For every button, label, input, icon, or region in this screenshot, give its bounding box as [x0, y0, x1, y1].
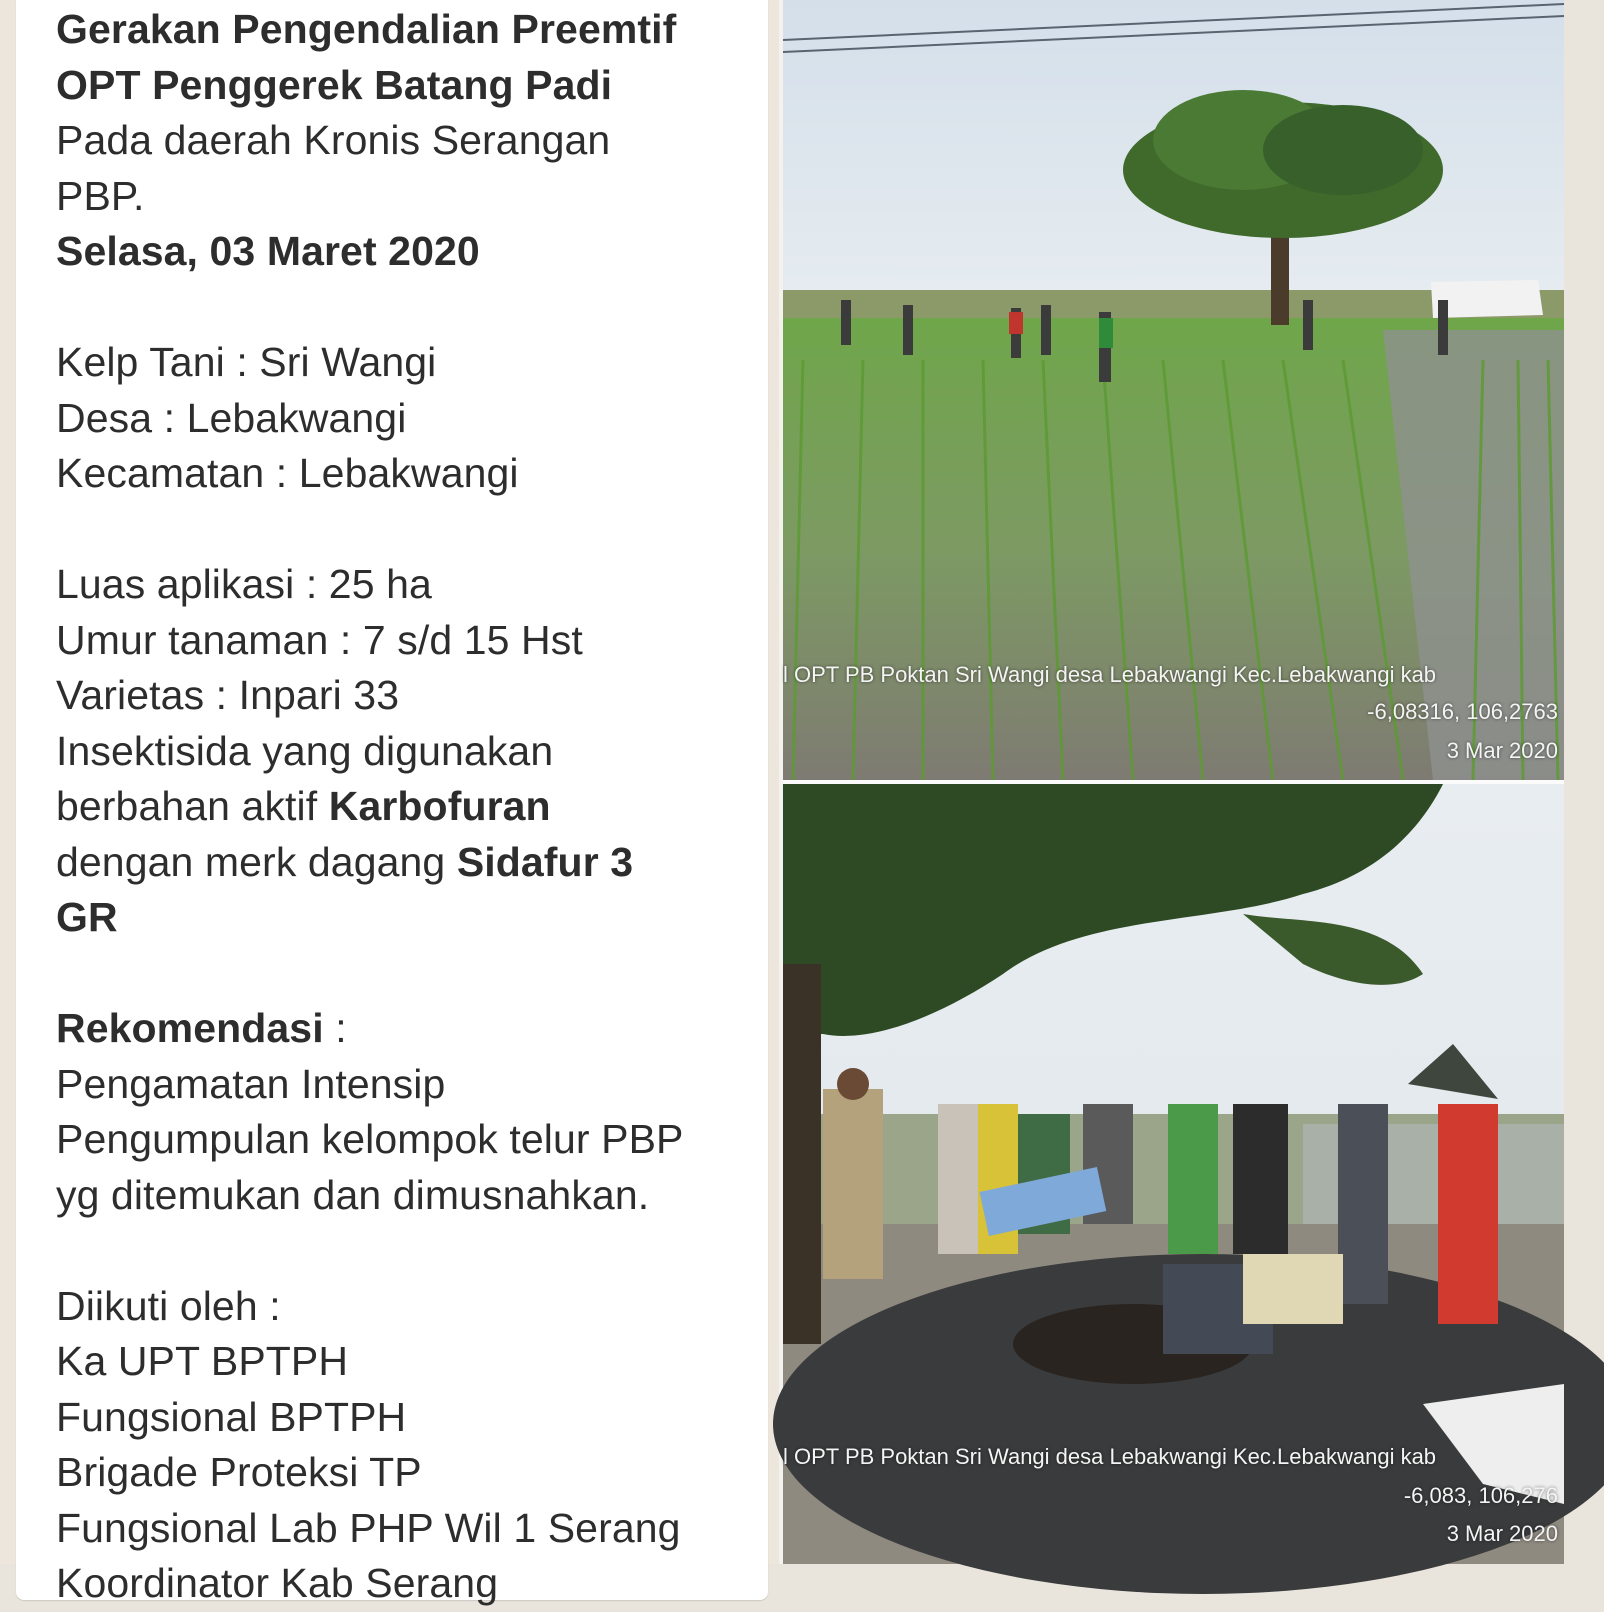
message-date: Selasa, 03 Maret 2020 [56, 228, 480, 274]
diikuti-item-3: Brigade Proteksi TP [56, 1449, 422, 1495]
insektisida: Insektisida yang digunakan [56, 727, 554, 774]
diikuti-item-4: Fungsional Lab PHP Wil 1 Serang [56, 1504, 681, 1551]
photo-top-coordinates: -6,08316, 106,2763 [1367, 699, 1558, 724]
diikuti-item-2: Fungsional BPTPH [56, 1393, 407, 1440]
kecamatan: Kecamatan : Lebakwangi [56, 450, 519, 496]
varietas: Varietas : Inpari 33 [56, 672, 400, 718]
rice-field-photo [783, 0, 1564, 780]
photo-bottom-coordinates: -6,083, 106,276 [1403, 1483, 1558, 1508]
bahan-aktif-name: Karbofuran [328, 783, 551, 829]
message-title-line-1: Gerakan Pengendalian Preemtif [56, 6, 677, 52]
merk-dagang-name: Sidafur 3 [456, 838, 634, 885]
rekomendasi-heading [56, 1001, 776, 1057]
photo-bottom-date: 3 Mar 2020 [1446, 1521, 1558, 1546]
bahan-aktif-prefix: berbahan aktif [56, 783, 329, 829]
message-subtitle-line-2: PBP. [56, 172, 145, 219]
rekomendasi-item-3: yg ditemukan dan dimusnahkan. [56, 1171, 650, 1218]
diikuti-heading: Diikuti oleh : [56, 1282, 281, 1329]
merk-dagang-line [56, 835, 776, 891]
message-text [56, 2, 776, 1612]
photo-top-date: 3 Mar 2020 [1446, 738, 1558, 763]
merk-dagang-prefix: dengan merk dagang [56, 838, 457, 885]
umur-tanaman: Umur tanaman : 7 s/d 15 Hst [56, 616, 583, 663]
desa: Desa : Lebakwangi [56, 394, 407, 441]
photo-bottom-caption: l OPT PB Poktan Sri Wangi desa Lebakwangi Kec.Lebakwangi kab [783, 1444, 1437, 1469]
rekomendasi-item-2: Pengumpulan kelompok telur PBP [56, 1116, 684, 1162]
diikuti-item-5: Koordinator Kab Serang [56, 1560, 499, 1606]
rekomendasi-label: Rekomendasi [56, 1005, 324, 1051]
message-title-line-2: OPT Penggerek Batang Padi [56, 61, 613, 108]
rekomendasi-item-1: Pengamatan Intensip [56, 1060, 446, 1107]
diikuti-item-1: Ka UPT BPTPH [56, 1338, 349, 1384]
message-subtitle-line-1: Pada daerah Kronis Serangan [56, 117, 611, 163]
group-activity-photo [783, 784, 1564, 1564]
kelompok-tani: Kelp Tani : Sri Wangi [56, 339, 437, 385]
rekomendasi-colon: : [323, 1005, 347, 1051]
message-bubble [16, 0, 768, 1606]
merk-dagang-name-cont: GR [56, 894, 118, 940]
luas-aplikasi: Luas aplikasi : 25 ha [56, 561, 432, 607]
bahan-aktif-line [56, 779, 776, 835]
chat-panel [0, 0, 783, 1606]
photo-top-caption: l OPT PB Poktan Sri Wangi desa Lebakwangi Kec.Lebakwangi kab [783, 662, 1437, 687]
